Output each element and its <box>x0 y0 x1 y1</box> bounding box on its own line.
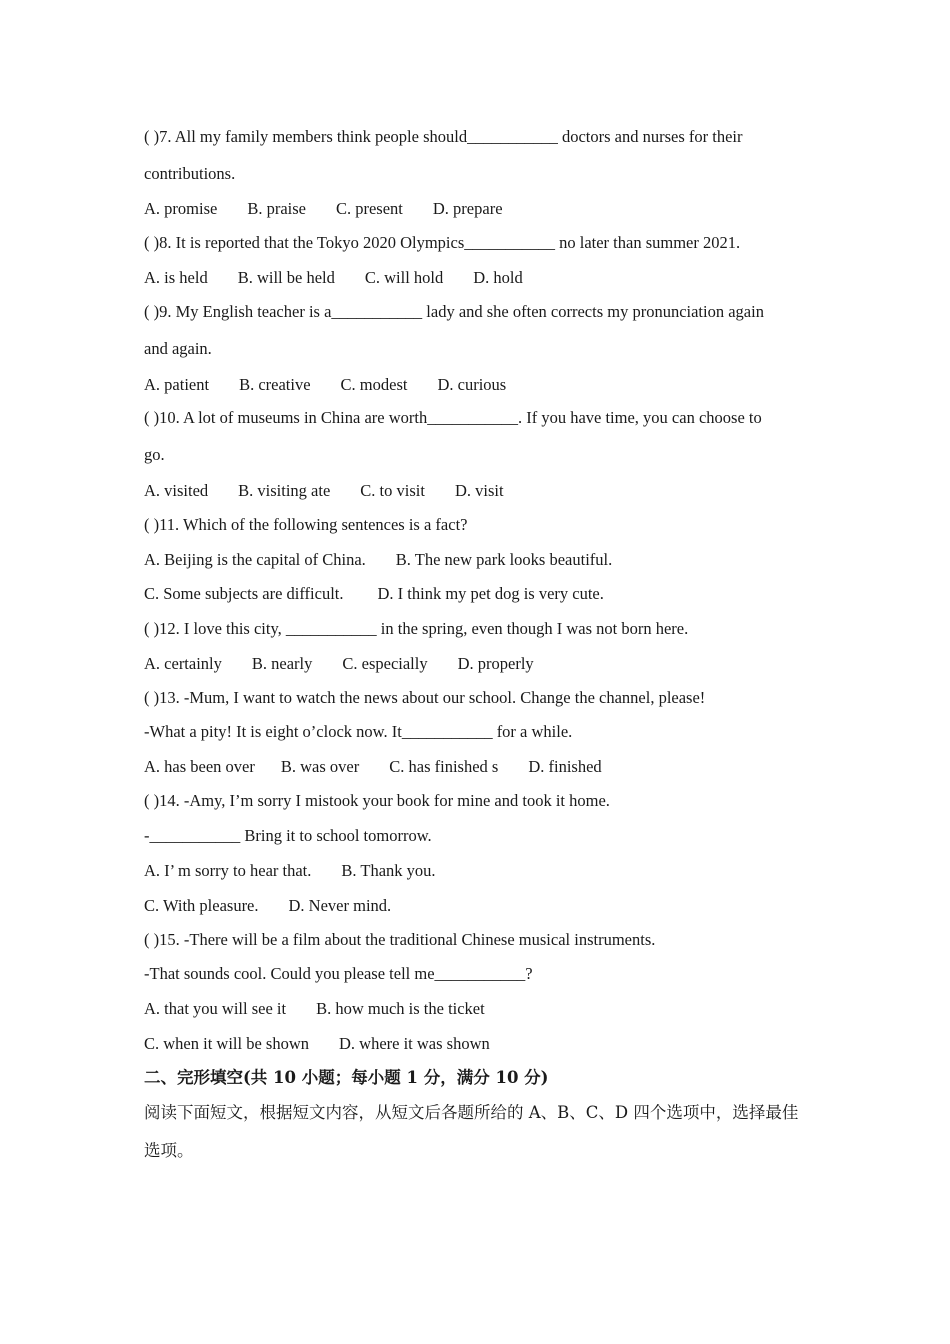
option-d: D. visit <box>454 481 504 500</box>
question-14-stem-continued: -___________ Bring it to school tomorrow. <box>144 826 432 845</box>
question-14-stem: ( )14. -Amy, I’m sorry I mistook your book for mine and took it home. <box>144 791 610 810</box>
option-d: D. curious <box>437 375 507 394</box>
question-12-options <box>144 654 534 674</box>
question-9-options <box>144 375 506 395</box>
question-15-options-row2 <box>144 1034 490 1054</box>
option-b: B. praise <box>247 199 306 218</box>
question-10-options <box>144 481 504 501</box>
option-c: C. With pleasure. <box>144 896 259 915</box>
option-a: A. that you will see it <box>144 999 287 1018</box>
section-2-heading: 二、完形填空(共 10 小题；每小题 1 分，满分 10 分) <box>144 1068 549 1087</box>
option-a: A. I’ m sorry to hear that. <box>144 861 312 880</box>
option-a: A. patient <box>144 375 210 394</box>
option-b: B. will be held <box>237 268 335 287</box>
question-15-stem-continued: -That sounds cool. Could you please tell me___________? <box>144 964 533 983</box>
option-c: C. to visit <box>360 481 425 500</box>
option-d: D. I think my pet dog is very cute. <box>377 584 604 603</box>
option-d: D. where it was shown <box>339 1034 490 1053</box>
option-b: B. Thank you. <box>341 861 436 880</box>
option-b: B. creative <box>239 375 311 394</box>
question-10-stem-continued: go. <box>144 445 165 464</box>
option-b: B. how much is the ticket <box>316 999 485 1018</box>
option-c: C. when it will be shown <box>144 1034 309 1053</box>
option-a: A. visited <box>144 481 209 500</box>
question-11-options-row2 <box>144 584 604 604</box>
section-2-instruction-continued: 选项。 <box>144 1141 194 1160</box>
section-2-instruction: 阅读下面短文，根据短文内容，从短文后各题所给的 A、B、C、D 四个选项中，选择最佳 <box>144 1103 799 1122</box>
option-d: D. finished <box>528 757 602 776</box>
question-8-stem: ( )8. It is reported that the Tokyo 2020 Olympics___________ no later than summer 2021. <box>144 233 741 252</box>
option-c: C. present <box>335 199 403 218</box>
question-10-stem: ( )10. A lot of museums in China are worth___________. If you have time, you can choose to <box>144 408 762 427</box>
option-d: D. Never mind. <box>288 896 392 915</box>
option-d: D. hold <box>473 268 523 287</box>
option-c: C. will hold <box>364 268 444 287</box>
option-d: D. properly <box>457 654 534 673</box>
option-a: A. Beijing is the capital of China. <box>144 550 366 569</box>
question-11-stem: ( )11. Which of the following sentences is a fact? <box>144 515 468 534</box>
option-a: A. certainly <box>144 654 222 673</box>
option-b: B. visiting ate <box>238 481 331 500</box>
question-13-stem-continued: -What a pity! It is eight o’clock now. It___________ for a while. <box>144 722 573 741</box>
option-d: D. prepare <box>432 199 503 218</box>
question-12-stem: ( )12. I love this city, ___________ in the spring, even though I was not born here. <box>144 619 689 638</box>
option-a: A. has been over <box>144 757 255 776</box>
question-15-options-row1 <box>144 999 485 1019</box>
question-9-stem-continued: and again. <box>144 339 212 358</box>
question-14-options-row2 <box>144 896 391 916</box>
question-15-stem: ( )15. -There will be a film about the traditional Chinese musical instruments. <box>144 930 656 949</box>
option-a: A. is held <box>144 268 208 287</box>
question-7-stem: ( )7. All my family members think people should___________ doctors and nurses for their <box>144 127 743 146</box>
option-b: B. nearly <box>251 654 313 673</box>
option-b: B. was over <box>280 757 360 776</box>
question-9-stem: ( )9. My English teacher is a___________ lady and she often corrects my pronunciation again <box>144 302 764 321</box>
question-8-options <box>144 268 523 288</box>
question-7-options <box>144 199 503 219</box>
option-c: C. has finished s <box>389 757 499 776</box>
option-b: B. The new park looks beautiful. <box>395 550 613 569</box>
question-13-options <box>144 757 602 777</box>
question-11-options-row1 <box>144 550 612 570</box>
question-13-stem: ( )13. -Mum, I want to watch the news about our school. Change the channel, please! <box>144 688 706 707</box>
question-7-stem-continued: contributions. <box>144 164 236 183</box>
option-c: C. especially <box>342 654 428 673</box>
option-c: C. modest <box>340 375 408 394</box>
option-c: C. Some subjects are difficult. <box>144 584 344 603</box>
question-14-options-row1 <box>144 861 436 881</box>
option-a: A. promise <box>144 199 218 218</box>
